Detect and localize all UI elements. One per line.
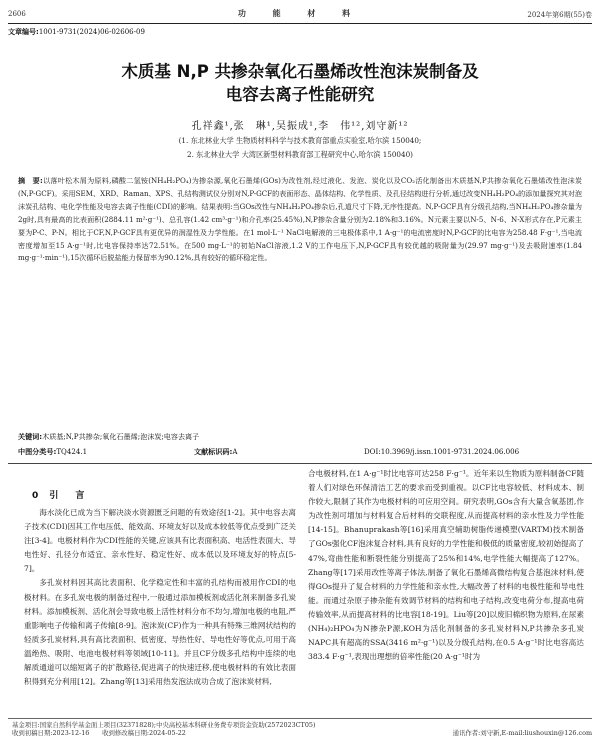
article-number-value: 1001-9731(2024)06-02606-09 xyxy=(38,28,145,36)
keywords-label: 关键词: xyxy=(18,432,43,441)
article-number xyxy=(8,27,145,37)
page-number: 2606 xyxy=(8,10,26,18)
section-title: 引 言 xyxy=(49,491,89,501)
doc-code-value: A xyxy=(232,447,238,456)
abstract-text: 以落叶松木屑为原料,磷酸二氢铵(NH₄H₂PO₄)为掺杂源,氧化石墨烯(GOs)为改性剂,经过液化、发泡、炭化以及CO₂活化制备出木质基N,P共掺杂氧化石墨烯改性泡沫炭(N,P-GCF)。采用SEM、XRD、Raman、XPS、孔结构测试仪分别对N,P-GCF的表面形态、晶体结构、化学性质、及孔径结构进行分析,通过改变NH₄H₂PO₄的添加量探究其对泡沫炭孔结构、电化学性能及电容去离子性能(CDI)的影响。结果表明:当GOs改性与NH₄H₂PO₄掺杂后,孔道尺寸下降,无序性提高。N,P-GCF具有分级孔结构,当NH₄H₂PO₄掺杂量为2g时,具有最高的比表面积(2884.11 m²·g⁻¹)、总孔容(1.42 cm³·g⁻¹)和介孔率(25.45%),N,P掺杂含量分别为2.18%和3.16%。N元素主要以N-5、N-6、N-X形式存在,P元素主要为P-C、P-N。相比于CF,N,P-GCF具有更优异的润湿性及力学性能。在1 mol·L⁻¹ NaCl电解液的三电极体系中,1 A·g⁻¹的电流密度时N,P-GCF的比电容为258.48 F·g⁻¹,当电流密度增加至15 A·g⁻¹时,比电容保持率达72.51%。在500 mg·L⁻¹的初始NaCl溶液,1.2 V的工作电压下,N,P-GCF具有较优越的吸附量为(29.97 mg·g⁻¹)及去吸附速率(1.84 mg·g⁻¹·min⁻¹),15次循环后脱盐能力保留率为90.12%,具有较好的循环稳定性。 xyxy=(18,176,582,263)
classification-line xyxy=(18,447,582,459)
clc-value: TQ424.1 xyxy=(56,447,88,456)
title-line-1: 木质基 N,P 共掺杂氧化石墨烯改性泡沫炭制备及 xyxy=(121,62,479,81)
article-number-label: 文章编号: xyxy=(8,28,39,36)
paragraph: 合电极材料,在1 A·g⁻¹时比电容可达258 F·g⁻¹。近年来以生物质为原料制备CF随着人们对绿色环保清洁工艺的要求而受到重视。以CF比电容较低、材料成本、制作较大,限制了其作为电极材料的可应用空间。研究表明,GOs含有大量含氧基团,作为改性剂可增加与材料复合后材料的交联程度,从而提高材料的亲水性及力学性能[14-15]。Bhanuprakash等[16]采用真空辅助树脂传递模塑(VARTM)技术制备了GOs强化CF泡沫复合材料,具有良好的力学性能和极低的质量密度,较初始提高了47%,弯曲性能和断裂性能分别提高了25%和14%,电学性能大幅提高了127%。Zhang等[17]采用改性等离子体法,制备了氧化石墨烯高微结构复合基泡沫材料,使得GOs提升了复合材料的力学性能和亲水性,大幅改善了材料的电极性能和导电性能。而通过杂原子掺杂能有效调节材料的结构和电子结构,改变电荷分布,提高电荷传输效率,从而提高材料的比电容[18-19]。Liu等[20]以废旧棉织物为原料,在尿素(NH₄)₂HPO₄为N掺杂P源,KOH为活化剂制备的多孔炭材料N,P共掺杂多孔炭NAPC具有超高的SSA(3416 m²·g⁻¹)以及分级孔结构,在0.5 A·g⁻¹时比电容高达383.4 F·g⁻¹,表现出理想的倍率性能(20 A·g⁻¹时为 xyxy=(308,469,584,662)
paper-title xyxy=(0,60,600,106)
keywords xyxy=(18,432,582,442)
journal-name: 功 能 材 料 xyxy=(237,8,363,18)
received-dates: 收到初稿日期:2023-12-16 收到修改稿日期:2024-05-22 xyxy=(12,729,186,737)
left-column xyxy=(24,506,296,689)
footnote-divider xyxy=(8,718,592,719)
keywords-text: 木质基;N,P共掺杂;氧化石墨烯;泡沫炭;电容去离子 xyxy=(42,432,200,441)
section-heading xyxy=(32,488,88,501)
header-divider xyxy=(8,23,592,24)
abstract xyxy=(18,175,582,265)
affiliation-1: (1. 东北林业大学 生物质材料科学与技术教育部重点实验室,哈尔滨 150040; xyxy=(178,136,422,145)
paragraph: 海水淡化已成为当下解决淡水资源匮乏问题的有效途径[1-2]。其中电容去离子技术(CDI)因其工作电压低、能效高、环境友好以及成本较低等优点受到广泛关注[3-4]。电极材料作为CDI性能的关键,应该具有比表面积高、电活性表面大、导电性好、孔径分布适宜、亲水性好、稳定性好、成本低以及环境友好的特点[5-7]。 xyxy=(24,508,296,574)
author-list: 孔祥鑫¹,张 琳¹,吴振成¹,李 伟¹²,刘守新¹² xyxy=(191,121,409,132)
fund-note: 基金项目:国家自然科学基金面上项目(32371828);中央高校基本科研业务费专项资金资助(2572023CT05) xyxy=(12,721,316,729)
doi-label: DOI: xyxy=(364,447,381,456)
doc-code-group xyxy=(194,447,237,457)
title-line-2: 电容去离子性能研究 xyxy=(225,85,375,104)
doc-code-label: 文献标识码: xyxy=(194,447,233,456)
clc-label: 中图分类号: xyxy=(18,447,57,456)
paragraph: 多孔炭材料因其高比表面积、化学稳定性和丰富的孔结构而被用作CDI的电极材料。在多孔炭电极的制备过程中,一般通过添加模板剂或活化剂来制备多孔炭材料。添加模板剂、活化剂会导致电极上活性材料分布不均匀,增加电极的电阻,严重影响电子传输和离子传输[8-9]。泡沫炭(CF)作为一种具有特殊三维网状结构的轻质多孔炭材料,具有高比表面积、低密度、导热性好、导电性好等优点,可用于高温绝热、吸附、电池电极材料等领域[10-11]。并且CF分级多孔结构中连续的电解质通道可以缩短离子的扩散路径,促进离子的快速迁移,使电极材料的有效比表面积得到充分利用[12]。Zhang等[13]采用热发泡法成功合成了泡沫炭材料, xyxy=(24,578,296,687)
running-header xyxy=(8,8,592,24)
correspondence: 通讯作者:刘守新,E-mail:liushouxin@126.com xyxy=(452,729,592,737)
issue-info: 2024年第6期(55)卷 xyxy=(527,11,592,19)
abstract-label: 摘 要: xyxy=(18,176,43,185)
affiliation-2: 2. 东北林业大学 大湾区新型材料教育部工程研究中心,哈尔滨 150040) xyxy=(187,150,413,159)
doi-group xyxy=(364,447,519,456)
clc-group xyxy=(18,447,87,457)
right-column xyxy=(308,467,584,664)
section-number: 0 xyxy=(32,491,43,501)
abstract-divider xyxy=(8,463,592,464)
doi-value: 10.3969/j.issn.1001-9731.2024.06.006 xyxy=(380,447,520,456)
